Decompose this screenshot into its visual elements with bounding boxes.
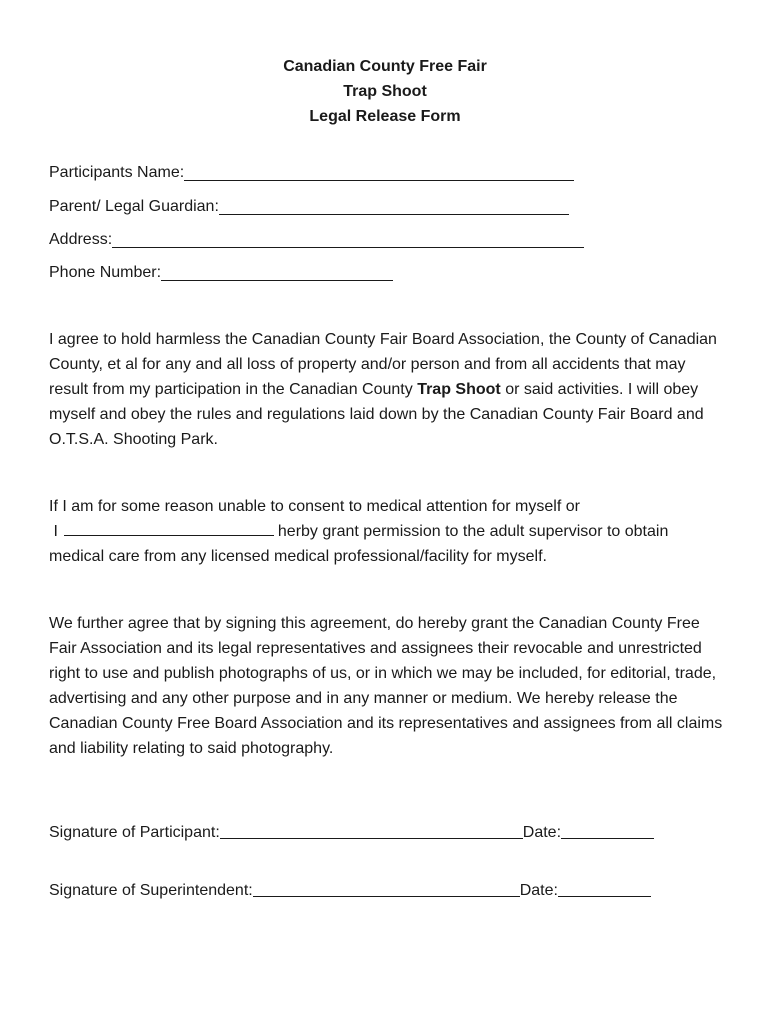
medical-consent-line1: If I am for some reason unable to consent to medical attention for myself or — [49, 498, 580, 515]
superintendent-signature-row — [49, 878, 651, 900]
participant-signature-line[interactable] — [220, 820, 523, 839]
superintendent-signature-line[interactable] — [253, 878, 520, 897]
superintendent-date-label: Date: — [519, 882, 558, 899]
medical-consent-text-b: herby grant permission to the adult supervisor to obtain medical care from any licensed medical professional/facility for myself. — [49, 523, 669, 565]
hold-harmless-bold: Trap Shoot — [417, 381, 501, 398]
fair-title: Canadian County Free Fair — [283, 58, 487, 75]
parent-guardian-field[interactable] — [49, 187, 609, 220]
medical-consent-paragraph — [49, 494, 725, 569]
phone-field[interactable] — [49, 254, 609, 287]
hold-harmless-text-b: or said activities. I will obey myself and obey the rules and regulations laid down by the Canadian County Fair Board and O.T.S.A. Shooting Park. — [49, 381, 704, 448]
participant-name-field[interactable] — [49, 154, 609, 187]
medical-consent-i: I — [53, 523, 58, 540]
participant-signature-row — [49, 820, 654, 842]
hold-harmless-text-a: I agree to hold harmless the Canadian County Fair Board Association, the County of Canadian County, et al for any and all loss of property and/or person and from all accidents that may result from my participation in the Canadian County — [49, 331, 717, 398]
address-field[interactable] — [49, 221, 609, 254]
address-label: Address: — [49, 230, 113, 248]
parent-guardian-line[interactable] — [219, 195, 569, 215]
form-header — [0, 54, 770, 129]
superintendent-date-line[interactable] — [558, 878, 651, 897]
event-title: Trap Shoot — [343, 83, 427, 100]
medical-consent-name-line[interactable] — [64, 519, 274, 536]
participant-name-label: Participants Name: — [49, 164, 185, 182]
phone-line[interactable] — [161, 261, 393, 281]
address-line[interactable] — [112, 228, 584, 248]
superintendent-signature-label: Signature of Superintendent: — [49, 882, 253, 899]
participant-date-label: Date: — [522, 824, 562, 841]
participant-name-line[interactable] — [184, 161, 574, 181]
photo-release-paragraph: We further agree that by signing this agreement, do hereby grant the Canadian County Free Fair Association and its legal representatives and assignees their revocable and unrestricted right to use and publish photographs of us, or in which we may be included, for editorial, trade, advertising and any other purpose and in any manner or medium. We hereby release the Canadian County Free Board Association and its representatives and assignees from all claims and liability relating to said photography. — [49, 615, 723, 757]
participant-info-fields — [49, 154, 609, 287]
participant-signature-label: Signature of Participant: — [49, 824, 220, 841]
participant-date-line[interactable] — [561, 820, 654, 839]
phone-label: Phone Number: — [49, 264, 162, 282]
form-title: Legal Release Form — [309, 108, 461, 125]
parent-guardian-label: Parent/ Legal Guardian: — [49, 197, 219, 215]
hold-harmless-paragraph — [49, 327, 725, 452]
